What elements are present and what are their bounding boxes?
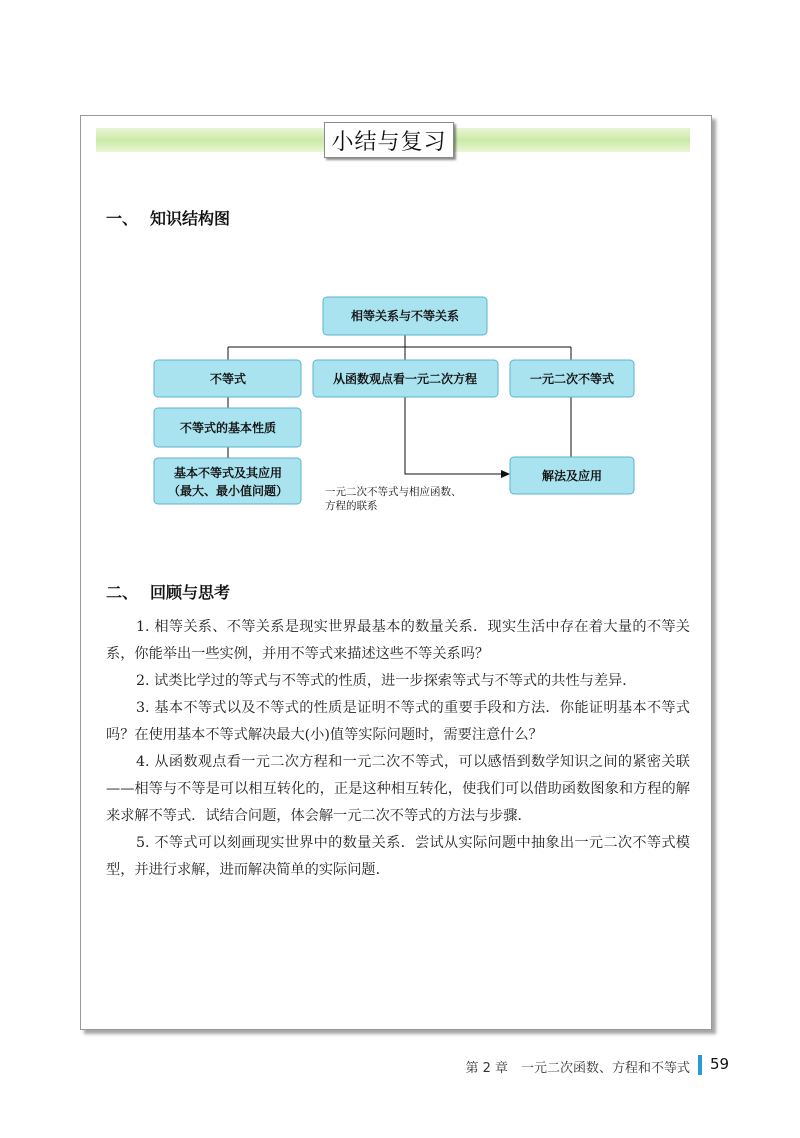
node-properties: [154, 408, 301, 447]
node-basic-inequality: [154, 458, 301, 504]
review-questions: [106, 614, 690, 884]
section-title: 知识结构图: [150, 209, 231, 228]
node-quadratic-inequality-label: 一元二次不等式: [529, 372, 615, 386]
question-2: 2. 试类比学过的等式与不等式的性质，进一步探索等式与不等式的共性与差异．: [136, 673, 637, 689]
node-inequality-label: 不等式: [209, 372, 247, 386]
question-5: 5. 不等式可以刻画现实世界中的数量关系．尝试从实际问题中抽象出一元二次不等式模型，并进行求解，进而解决简单的实际问题．: [106, 835, 690, 878]
node-basic-inequality-line2: （最大、最小值问题）: [167, 484, 289, 498]
question-3: 3. 基本不等式以及不等式的性质是证明不等式的重要手段和方法．你能证明基本不等式吗？在使用基本不等式解决最大(小)值等实际问题时，需要注意什么？: [106, 700, 690, 743]
section-title: 回顾与思考: [150, 583, 231, 602]
node-basic-inequality-line1: 基本不等式及其应用: [173, 466, 283, 480]
page-number: 59: [710, 1055, 730, 1073]
connector-function-solution: [405, 397, 502, 474]
node-properties-label: 不等式的基本性质: [179, 421, 277, 435]
section-number: 一、: [106, 209, 139, 228]
section-heading-structure: [106, 206, 230, 229]
relation-note-line1: 一元二次不等式与相应函数、: [325, 486, 462, 498]
page-card: [80, 115, 712, 1030]
footer-accent-bar: [698, 1055, 702, 1075]
relation-note-line2: 方程的联系: [325, 500, 378, 512]
node-quadratic-inequality: [510, 360, 634, 397]
node-solution: [510, 457, 634, 494]
node-function-view: [313, 360, 498, 397]
question-4: 4. 从函数观点看一元二次方程和一元二次不等式，可以感悟到数学知识之间的紧密关联——相等与不等是可以相互转化的，正是这种相互转化，使我们可以借助函数图象和方程的解来求解不等式．试结合问题，体会解一元二次不等式的方法与步骤．: [106, 754, 690, 824]
page-title: 小结与复习: [324, 122, 454, 158]
chapter-footer: 第 2 章 一元二次函数、方程和不等式: [465, 1061, 690, 1076]
node-solution-label: 解法及应用: [541, 469, 603, 483]
section-number: 二、: [106, 583, 139, 602]
question-1: 1. 相等关系、不等关系是现实世界最基本的数量关系．现实生活中存在着大量的不等关系，你能举出一些实例，并用不等式来描述这些不等关系吗？: [106, 619, 690, 662]
node-function-view-label: 从函数观点看一元二次方程: [332, 372, 478, 386]
node-root: [323, 297, 487, 335]
node-inequality: [154, 360, 301, 397]
arrowhead: [501, 470, 510, 478]
section-heading-review: [106, 580, 230, 603]
node-root-label: 相等关系与不等关系: [350, 309, 460, 323]
knowledge-structure-diagram: [140, 290, 615, 520]
